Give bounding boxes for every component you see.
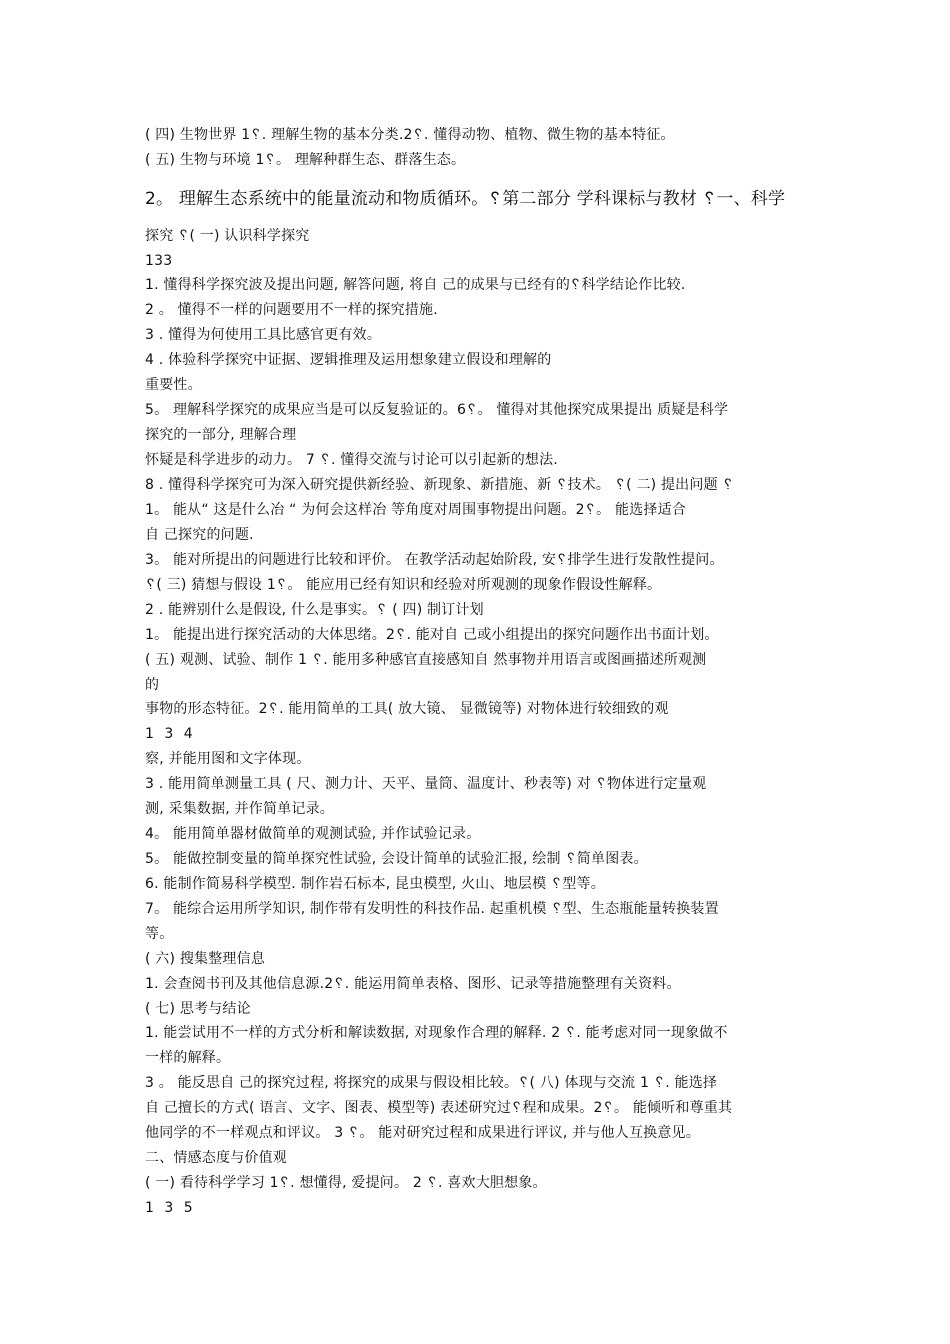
text-line: ( 六) 搜集整理信息 <box>145 951 266 967</box>
text-line: 1. 懂得科学探究波及提出问题, 解答问题, 将自 己的成果与已经有的␦科学结论作比较. <box>145 277 686 293</box>
text-line: 3。 能对所提出的问题进行比较和评价。 在教学活动起始阶段, 安␦排学生进行发散性提问。 <box>145 552 724 568</box>
text-line: ( 五) 生物与环境 1␦。 理解种群生态、群落生态。 <box>145 152 466 168</box>
page-number: 133 <box>145 253 173 269</box>
section-heading: 二、情感态度与价值观 <box>145 1150 287 1166</box>
text-line: 5。 能做控制变量的简单探究性试验, 会设计简单的试验汇报, 绘制 ␦简单图表。 <box>145 851 648 867</box>
page-number: 1 3 5 <box>145 1200 196 1216</box>
text-line: 重要性。 <box>145 377 202 393</box>
text-line: 3 . 能用简单测量工具 ( 尺、测力计、天平、量筒、温度计、秒表等) 对 ␦物体进行定量观 <box>145 776 707 792</box>
text-line: 4。 能用简单器材做简单的观测试验, 并作试验记录。 <box>145 826 481 842</box>
text-line: 6. 能制作简易科学模型. 制作岩石标本, 昆虫模型, 火山、地层模 ␦型等。 <box>145 876 605 892</box>
text-line: 怀疑是科学进步的动力。 7 ␦. 懂得交流与讨论可以引起新的想法. <box>145 452 558 468</box>
section-heading-line: 2。 理解生态系统中的能量流动和物质循环。␦第二部分 学科课标与教材 ␦一、科学 <box>145 189 786 209</box>
text-line: 他同学的不一样观点和评议。 3 ␦。 能对研究过程和成果进行评议, 并与他人互换意见。 <box>145 1125 700 1141</box>
text-line: 4 . 体验科学探究中证据、逻辑推理及运用想象建立假设和理解的 <box>145 352 552 368</box>
text-line: 事物的形态特征。2␦. 能用简单的工具( 放大镜、 显微镜等) 对物体进行较细致的观 <box>145 701 669 717</box>
text-line: 8 . 懂得科学探究可为深入研究提供新经验、新现象、新措施、新 ␦技术。 ␦( 二) 提出问题 ␦ <box>145 477 734 493</box>
page-number: 1 3 4 <box>145 726 196 742</box>
text-line: 测, 采集数据, 并作简单记录。 <box>145 801 334 817</box>
text-line: ( 五) 观测、试验、制作 1 ␦. 能用多种感官直接感知自 然事物并用语言或图画描述所观测 <box>145 652 707 668</box>
text-line: 2 。 懂得不一样的问题要用不一样的探究措施. <box>145 302 438 318</box>
text-line: 2 . 能辨别什么是假设, 什么是事实。␦ ( 四) 制订计划 <box>145 602 484 618</box>
text-line: ( 一) 看待科学学习 1␦. 想懂得, 爱提问。 2 ␦. 喜欢大胆想象。 <box>145 1175 547 1191</box>
text-line: 等。 <box>145 926 174 942</box>
text-line: 自 己擅长的方式( 语言、文字、图表、模型等) 表述研究过␦程和成果。2␦。 能倾听和尊重其 <box>145 1100 733 1116</box>
text-line: 7。 能综合运用所学知识, 制作带有发明性的科技作品. 起重机模 ␦型、生态瓶能量转换装置 <box>145 901 719 917</box>
text-line: 5。 理解科学探究的成果应当是可以反复验证的。6␦。 懂得对其他探究成果提出 质疑是科学 <box>145 402 729 418</box>
text-line: 探究的一部分, 理解合理 <box>145 427 297 443</box>
text-line: 1。 能提出进行探究活动的大体思绪。2␦. 能对自 己或小组提出的探究问题作出书面计划。 <box>145 627 719 643</box>
text-line: 1. 会查阅书刊及其他信息源.2␦. 能运用简单表格、图形、记录等措施整理有关资料。 <box>145 976 681 992</box>
text-line: 1。 能从“ 这是什么冶 “ 为何会这样冶 等角度对周围事物提出问题。2␦。 能选择适合 <box>145 502 687 518</box>
text-line: 1. 能尝试用不一样的方式分析和解读数据, 对现象作合理的解释. 2 ␦. 能考虑对同一现象做不 <box>145 1025 728 1041</box>
text-line: 自 己探究的问题. <box>145 527 254 543</box>
text-line: 一样的解释。 <box>145 1050 231 1066</box>
text-line: 探究 ␦( 一) 认识科学探究 <box>145 228 310 244</box>
text-line: ( 四) 生物世界 1␦. 理解生物的基本分类.2␦. 懂得动物、植物、微生物的基本特征。 <box>145 127 675 143</box>
text-line: ␦( 三) 猜想与假设 1␦。 能应用已经有知识和经验对所观测的现象作假设性解释。 <box>145 577 662 593</box>
text-line: ( 七) 思考与结论 <box>145 1001 251 1017</box>
text-line: 察, 并能用图和文字体现。 <box>145 751 311 767</box>
text-line: 3 . 懂得为何使用工具比感官更有效。 <box>145 327 382 343</box>
text-line: 的 <box>145 677 160 693</box>
text-line: 3 。 能反思自 己的探究过程, 将探究的成果与假设相比较。␦( 八) 体现与交流 1 ␦. 能选择 <box>145 1075 718 1091</box>
